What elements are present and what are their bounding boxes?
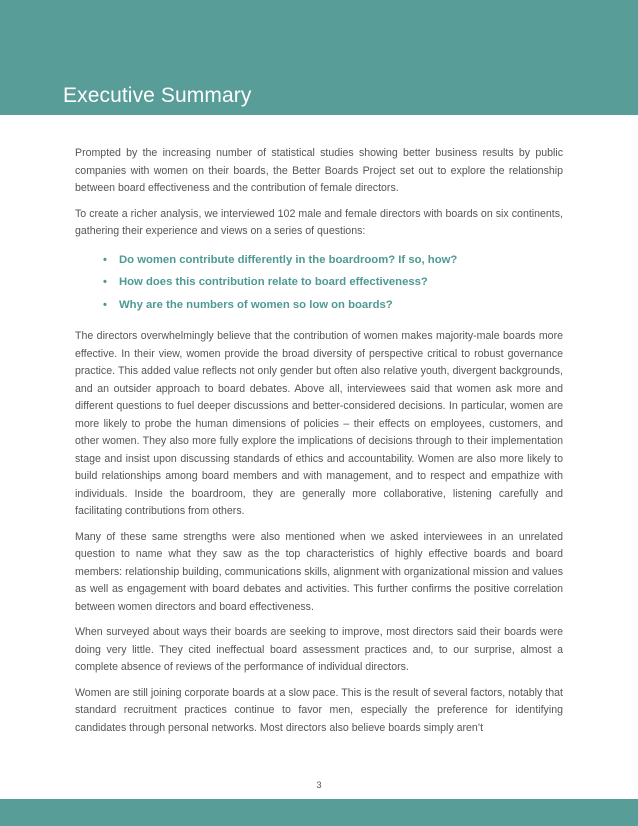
question-list xyxy=(75,249,563,317)
body-paragraph: The directors overwhelmingly believe that the contribution of women makes majority-male boards more effective. In their view, women provide the broad diversity of perspective critical to robust governance practice. This added value reflects not only gender but often also relative youth, divergent backgrounds, and an outsider approach to board debates. Above all, interviewees said that women ask more and different questions to fuel deeper discussions and better-considered decisions. In particular, women are more likely to probe the human dimensions of policies – their effects on employees, customers, and other women. They also more fully explore the implications of decisions through to their implementation stage and insist upon discussing standards of ethics and accountability. Women are also more likely to build relationships among board members and with management, and to respect and empathize with individuals. Inside the boardroom, they are generally more collaborative, listening carefully and facilitating contributions from others. xyxy=(75,330,563,517)
page-title: Executive Summary xyxy=(63,84,252,107)
footer-band xyxy=(0,799,638,826)
question-text: Why are the numbers of women so low on boards? xyxy=(119,298,393,311)
question-item xyxy=(103,271,563,294)
body-paragraph: Women are still joining corporate boards at a slow pace. This is the result of several factors, notably that standard recruitment practices continue to favor men, especially the preference for identifying candidates through personal networks. Most directors also believe boards simply aren’t xyxy=(75,686,563,734)
page-number: 3 xyxy=(316,780,322,790)
bullet-icon: • xyxy=(103,298,107,311)
question-text: Do women contribute differently in the boardroom? If so, how? xyxy=(119,253,458,266)
body-paragraph: Many of these same strengths were also mentioned when we asked interviewees in an unrelated question to name what they saw as the top characteristics of highly effective boards and board members: relationship building, communications skills, alignment with organizational mission and values as well as engagement with board debates and activities. This further confirms the positive correlation between women directors and board effectiveness. xyxy=(75,530,563,613)
document-body xyxy=(75,145,563,745)
question-text: How does this contribution relate to board effectiveness? xyxy=(119,276,428,288)
question-item xyxy=(103,249,563,272)
body-paragraph: When surveyed about ways their boards are seeking to improve, most directors said their boards were doing very little. They cited ineffectual board assessment practices and, to our surprise, almost a complete absence of reviews of the performance of individual directors. xyxy=(75,626,563,673)
bullet-icon: • xyxy=(103,276,107,288)
bullet-icon: • xyxy=(103,253,107,266)
intro-paragraph: Prompted by the increasing number of statistical studies showing better business results by public companies with women on their boards, the Better Boards Project set out to explore the relationship between board effectiveness and the contribution of female directors. xyxy=(75,147,563,194)
intro-paragraph: To create a richer analysis, we interviewed 102 male and female directors with boards on six continents, gathering their experience and views on a series of questions: xyxy=(75,207,563,237)
question-item xyxy=(103,294,563,317)
